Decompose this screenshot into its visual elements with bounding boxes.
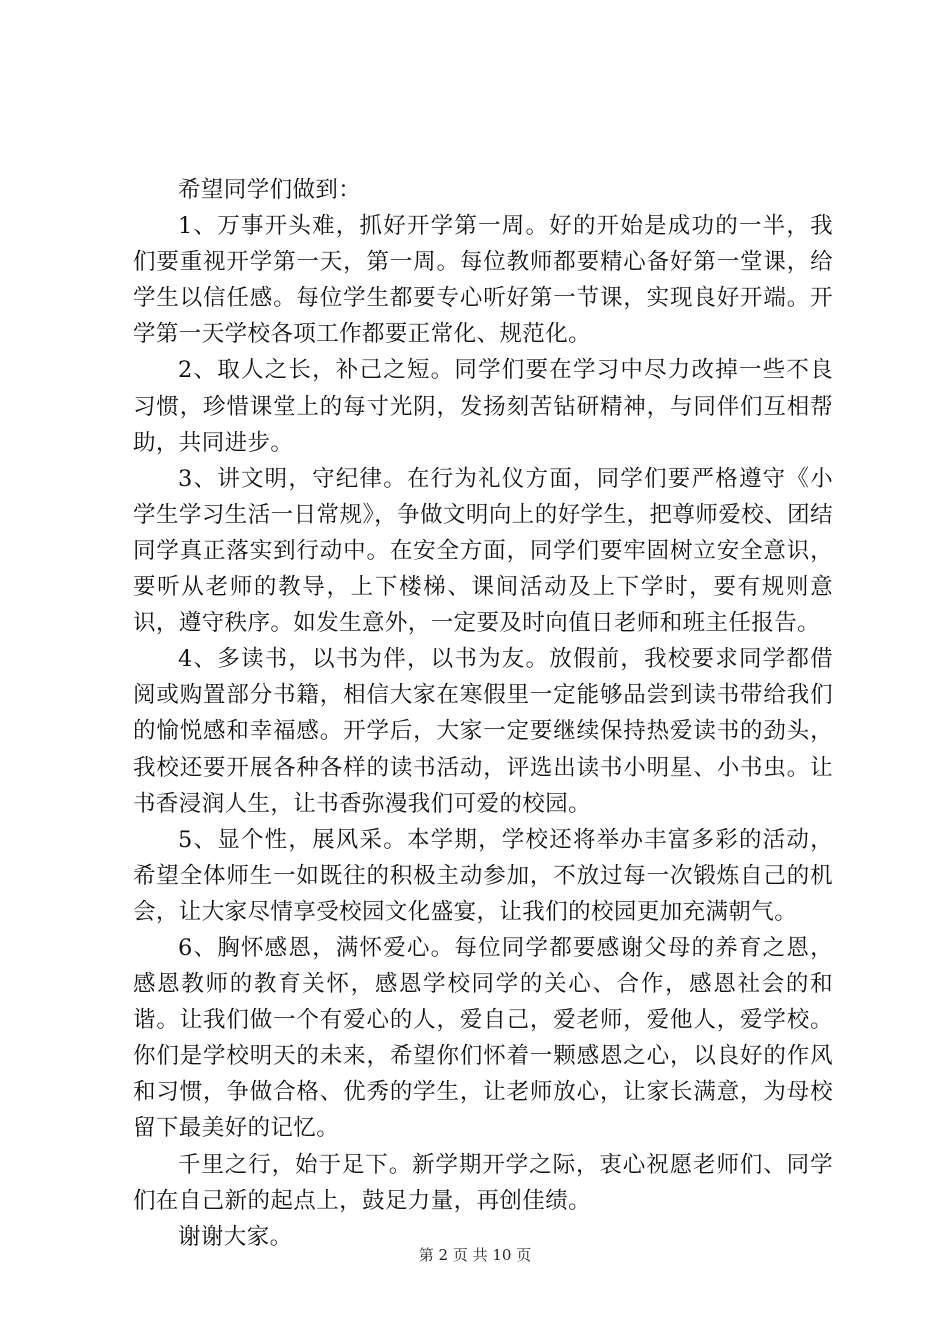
paragraph-item-6: 6、胸怀感恩，满怀爱心。每位同学都要感谢父母的养育之恩，感恩教师的教育关怀，感恩学校同学的关心、合作，感恩社会的和谐。让我们做一个有爱心的人，爱自己，爱老师，爱他人，爱学校。你们是学校明天的未来，希望你们怀着一颗感恩之心，以良好的作风和习惯，争做合格、优秀的学生，让老师放心，让家长满意，为母校留下最美好的记忆。 <box>133 934 833 1142</box>
paragraph-item-2: 2、取人之长，补己之短。同学们要在学习中尽力改掉一些不良习惯，珍惜课堂上的每寸光阴，发扬刻苦钻研精神，与同伴们互相帮助，共同进步。 <box>133 357 833 456</box>
page-number-footer: 第 2 页 共 10 页 <box>418 1246 532 1264</box>
paragraph-item-1: 1、万事开头难，抓好开学第一周。好的开始是成功的一半，我们要重视开学第一天，第一周。每位教师都要精心备好第一堂课，给学生以信任感。每位学生都要专心听好第一节课，实现良好开端。开学第一天学校各项工作都要正常化、规范化。 <box>133 213 833 348</box>
paragraph-item-5: 5、显个性，展风采。本学期，学校还将举办丰富多彩的活动，希望全体师生一如既往的积极主动参加，不放过每一次锻炼自己的机会，让大家尽情享受校园文化盛宴，让我们的校园更加充满朝气。 <box>133 826 833 925</box>
document-body <box>133 172 833 1255</box>
paragraph-thanks: 谢谢大家。 <box>178 1223 293 1250</box>
paragraph-item-3: 3、讲文明，守纪律。在行为礼仪方面，同学们要严格遵守《小学生学习生活一日常规》，争做文明向上的好学生，把尊师爱校、团结同学真正落实到行动中。在安全方面，同学们要牢固树立安全意识，要听从老师的教导，上下楼梯、课间活动及上下学时，要有规则意识，遵守秩序。如发生意外，一定要及时向值日老师和班主任报告。 <box>133 465 833 637</box>
paragraph-item-4: 4、多读书，以书为伴，以书为友。放假前，我校要求同学都借阅或购置部分书籍，相信大家在寒假里一定能够品尝到读书带给我们的愉悦感和幸福感。开学后，大家一定要继续保持热爱读书的劲头，我校还要开展各种各样的读书活动，评选出读书小明星、小书虫。让书香浸润人生，让书香弥漫我们可爱的校园。 <box>133 646 833 817</box>
paragraph-closing: 千里之行，始于足下。新学期开学之际，衷心祝愿老师们、同学们在自己新的起点上，鼓足力量，再创佳绩。 <box>133 1151 833 1214</box>
paragraph-intro: 希望同学们做到： <box>178 177 362 203</box>
